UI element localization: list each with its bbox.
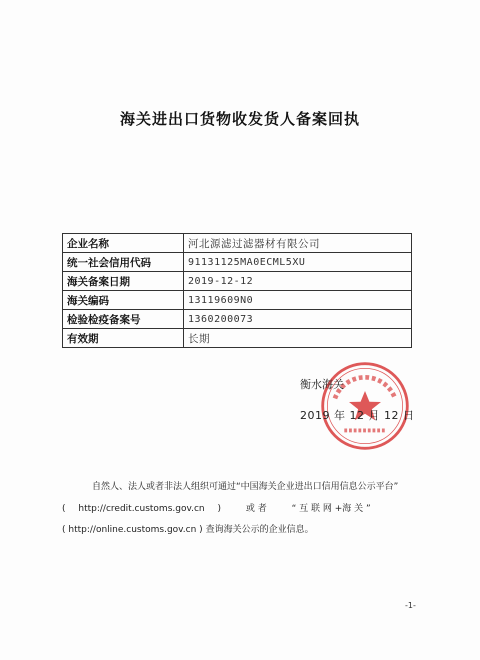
notice-line-2 — [62, 501, 371, 514]
field-value-customs-code: 13119609N0 — [184, 291, 412, 310]
paren-close: ) — [217, 504, 221, 514]
field-label: 有效期 — [63, 329, 184, 348]
table-row — [63, 253, 412, 272]
internet-customs-phrase: “ 互 联 网 +海 关 ” — [291, 504, 371, 514]
online-url-link[interactable]: ( http://online.customs.gov.cn ) — [62, 525, 203, 535]
field-label: 海关编码 — [63, 291, 184, 310]
notice-line-3-tail: 查询海关公示的企业信息。 — [205, 525, 314, 535]
field-value-inspection-number: 1360200073 — [184, 310, 412, 329]
field-label: 检验检疫备案号 — [63, 310, 184, 329]
red-star-seal-icon — [318, 359, 412, 453]
table-row — [63, 234, 412, 253]
field-label: 企业名称 — [63, 234, 184, 253]
record-table — [62, 233, 412, 348]
field-value-validity: 长期 — [184, 329, 412, 348]
or-word: 或 者 — [245, 504, 267, 514]
field-value-company-name: 河北源滤过滤器材有限公司 — [184, 234, 412, 253]
table-row — [63, 291, 412, 310]
field-label: 统一社会信用代码 — [63, 253, 184, 272]
field-value-record-date: 2019-12-12 — [184, 272, 412, 291]
issuer-name: 衡水海关 — [300, 378, 344, 391]
notice-line-1: 自然人、法人或者非法人组织可通过“中国海关企业进出口信用信息公示平台” — [92, 482, 399, 492]
document-title: 海关进出口货物收发货人备案回执 — [119, 110, 360, 128]
field-label: 海关备案日期 — [63, 272, 184, 291]
field-value-credit-code: 91131125MA0ECML5XU — [184, 253, 412, 272]
issue-date: 2019 年 12 月 12 日 — [300, 409, 415, 422]
paren-open: ( — [62, 504, 66, 514]
page-number: -1- — [405, 601, 416, 610]
table-row — [63, 310, 412, 329]
table-row — [63, 329, 412, 348]
notice-line-3 — [62, 522, 314, 535]
table-row — [63, 272, 412, 291]
credit-url-link[interactable]: http://credit.customs.gov.cn — [78, 504, 205, 514]
